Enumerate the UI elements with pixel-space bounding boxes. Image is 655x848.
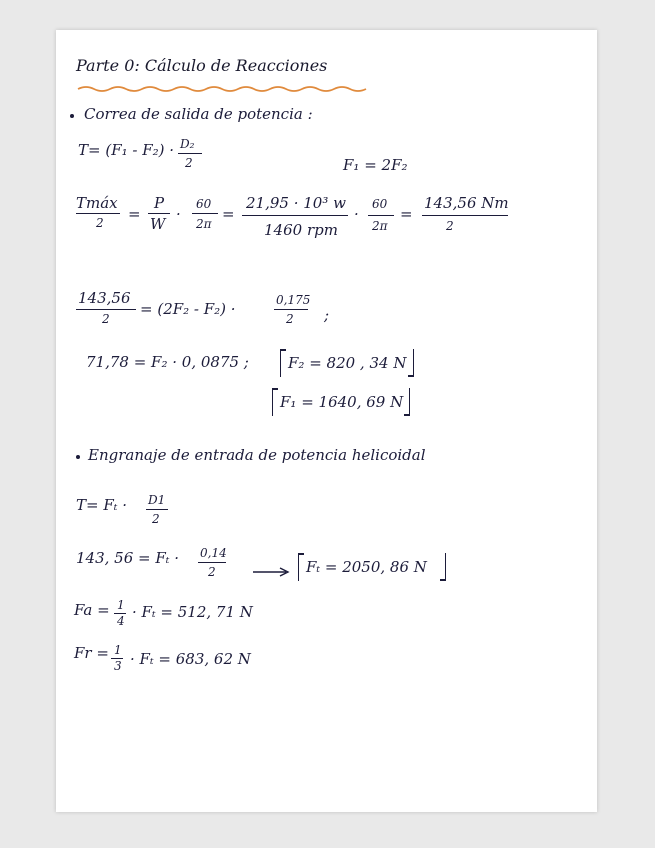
fraction-bar bbox=[422, 215, 508, 216]
equation-fa-lhs: Fa = bbox=[74, 601, 110, 619]
fraction-denominator: 2 bbox=[208, 565, 216, 579]
multiply-dot: · bbox=[354, 205, 359, 223]
fraction-numerator: D₂ bbox=[180, 137, 195, 151]
fraction-bar bbox=[368, 215, 394, 216]
fraction-bar bbox=[198, 562, 226, 563]
fraction-denominator: 4 bbox=[117, 614, 125, 628]
fraction-denominator: 3 bbox=[114, 659, 122, 673]
fraction-bar bbox=[76, 213, 120, 214]
fraction-denominator: 2 bbox=[152, 512, 160, 526]
arrow-right-icon bbox=[252, 566, 292, 578]
equation-torque-correa: T= (F₁ - F₂) · bbox=[78, 141, 175, 159]
fraction-denominator: W bbox=[150, 215, 166, 233]
fraction-denominator: 2 bbox=[102, 312, 110, 326]
equation-f2-solve: 71,78 = F₂ · 0, 0875 ; bbox=[86, 353, 249, 371]
fraction-denominator: 2π bbox=[196, 217, 212, 231]
fraction-bar bbox=[274, 309, 308, 310]
fraction-numerator: 21,95 · 10³ w bbox=[246, 194, 346, 212]
fraction-denominator: 2 bbox=[286, 312, 294, 326]
fraction-bar bbox=[146, 509, 168, 510]
result-ft: Fₜ = 2050, 86 N bbox=[306, 558, 427, 576]
equation-fr-lhs: Fr = bbox=[74, 644, 109, 662]
equals-sign: = bbox=[128, 205, 141, 223]
fraction-numerator: 143,56 bbox=[78, 289, 131, 307]
fraction-numerator: 143,56 Nm bbox=[424, 194, 509, 212]
result-f1: F₁ = 1640, 69 N bbox=[280, 393, 404, 411]
title-underline bbox=[76, 84, 376, 94]
fraction-denominator: 2π bbox=[372, 219, 388, 233]
fraction-numerator: 60 bbox=[372, 197, 388, 211]
section-heading-engranaje: Engranaje de entrada de potencia helicoidal bbox=[88, 446, 426, 464]
multiply-dot: · bbox=[176, 205, 181, 223]
equals-sign: = bbox=[222, 205, 235, 223]
equation-ft-solve: 143, 56 = Fₜ · bbox=[76, 549, 180, 567]
result-f2: F₂ = 820 , 34 N bbox=[288, 354, 407, 372]
section-heading-correa: Correa de salida de potencia : bbox=[84, 105, 313, 123]
fraction-numerator: 0,14 bbox=[200, 546, 227, 560]
fraction-denominator: 2 bbox=[96, 216, 104, 230]
fraction-denominator: 1460 rpm bbox=[264, 221, 338, 239]
fraction-numerator: D1 bbox=[148, 493, 166, 507]
fraction-numerator: P bbox=[154, 194, 165, 212]
equation-fa-rhs: · Fₜ = 512, 71 N bbox=[132, 603, 253, 621]
fraction-bar bbox=[178, 153, 202, 154]
fraction-bar bbox=[242, 215, 348, 216]
bullet-marker bbox=[76, 455, 80, 459]
force-relation: F₁ = 2F₂ bbox=[343, 156, 408, 174]
fraction-numerator: 60 bbox=[196, 197, 212, 211]
fraction-denominator: 2 bbox=[185, 156, 193, 170]
fraction-numerator: 1 bbox=[117, 598, 125, 612]
equation-torque-engranaje: T= Fₜ · bbox=[76, 496, 127, 514]
page-title: Parte 0: Cálculo de Reacciones bbox=[76, 56, 328, 75]
equals-sign: = bbox=[400, 205, 413, 223]
fraction-denominator: 2 bbox=[446, 219, 454, 233]
fraction-numerator: 0,175 bbox=[276, 293, 311, 307]
semicolon: ; bbox=[324, 306, 330, 324]
fraction-bar bbox=[192, 213, 218, 214]
fraction-bar bbox=[76, 309, 136, 310]
fraction-numerator: 1 bbox=[114, 643, 122, 657]
equation-middle: = (2F₂ - F₂) · bbox=[140, 300, 236, 318]
fraction-numerator: Tmáx bbox=[76, 194, 118, 212]
equation-fr-rhs: · Fₜ = 683, 62 N bbox=[130, 650, 251, 668]
bullet-marker bbox=[70, 114, 74, 118]
